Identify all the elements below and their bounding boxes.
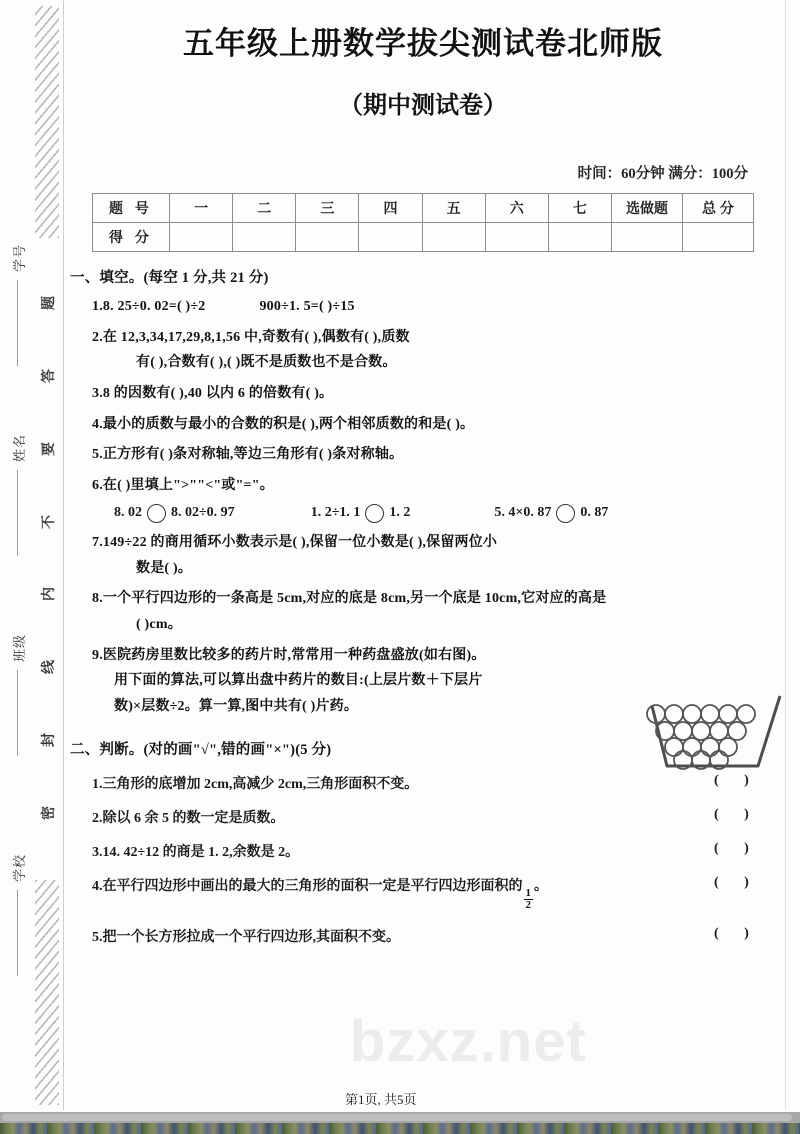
question-7-line2 (136, 558, 776, 580)
comparison-3 (494, 504, 608, 523)
page-subtitle: （期中测试卷） (339, 93, 507, 119)
fraction-numerator: 1 (525, 886, 531, 899)
info-label: 学号 (11, 243, 27, 273)
answer-bracket[interactable]: ( ) (714, 806, 760, 822)
question-9-line3 (114, 696, 632, 718)
col-header-3: 三 (296, 194, 359, 223)
question-number: 8. (92, 591, 103, 607)
sealed-line-text (35, 240, 61, 876)
tf-question-5 (92, 926, 776, 946)
score-cell[interactable] (548, 223, 611, 252)
col-header-4: 四 (359, 194, 422, 223)
page-title: 五年级上册数学拔尖测试卷北师版 (183, 26, 663, 61)
seal-char: 封 (40, 733, 56, 748)
comparison-2 (311, 504, 411, 523)
col-header-2: 二 (233, 194, 296, 223)
question-text-wrap (92, 841, 714, 861)
seal-char: 答 (40, 368, 56, 383)
write-line (17, 280, 18, 366)
score-cell[interactable] (422, 223, 485, 252)
question-text: 8 的因数有( ),40 以内 6 的倍数有( )。 (102, 386, 334, 402)
answer-bracket[interactable]: ( ) (714, 925, 760, 941)
pill-tray-figure (640, 690, 785, 782)
question-text-2: 900÷1. 5=( )÷15 (259, 299, 355, 314)
page-border-left (63, 0, 64, 1110)
question-text: 在( )里填上">""<"或"="。 (102, 478, 274, 494)
question-7 (92, 532, 776, 579)
question-number: 3. (92, 386, 103, 402)
question-text-wrap (92, 773, 714, 793)
col-header-7: 七 (548, 194, 611, 223)
question-text: 数)×层数÷2。算一算,图中共有( )片药。 (114, 698, 359, 714)
answer-bracket[interactable]: ( ) (714, 874, 760, 890)
question-number: 2. (92, 810, 103, 826)
info-label: 班级 (11, 633, 27, 663)
question-text-wrap (92, 875, 714, 912)
question-number: 4. (92, 878, 103, 894)
comparison-right: 0. 87 (580, 505, 609, 521)
pill-circles (647, 705, 755, 769)
sealed-line-band (35, 0, 61, 1110)
watermark: bzxz.net (350, 1009, 587, 1074)
answer-circle[interactable] (365, 504, 384, 523)
info-label: 姓名 (11, 433, 27, 463)
question-text: 8. 25÷0. 02=( )÷2 (102, 299, 206, 314)
question-6-comparisons (114, 504, 776, 523)
question-5 (92, 444, 776, 466)
score-cell[interactable] (359, 223, 422, 252)
hatch-pattern-top (35, 6, 59, 238)
section-heading: 一、填空。(每空 1 分,共 21 分) (70, 270, 269, 286)
score-cell[interactable] (296, 223, 359, 252)
question-number: 3. (92, 844, 103, 860)
answer-circle[interactable] (147, 504, 166, 523)
question-9 (92, 645, 632, 718)
answer-bracket[interactable]: ( ) (714, 772, 760, 788)
score-cell[interactable] (485, 223, 548, 252)
info-field-banji (0, 633, 34, 756)
exam-meta: 时间：60分钟 满分：100分 (577, 166, 748, 182)
comparison-left: 5. 4×0. 87 (494, 505, 552, 521)
question-text: 最小的质数与最小的合数的积是( ),两个相邻质数的和是( )。 (102, 416, 475, 432)
col-header-1: 一 (170, 194, 233, 223)
score-cell[interactable] (170, 223, 233, 252)
student-info-column (0, 0, 34, 1110)
score-cell[interactable] (612, 223, 683, 252)
answer-bracket[interactable]: ( ) (714, 840, 760, 856)
fraction-one-half (524, 888, 534, 912)
page-footer: 第1页, 共5页 (345, 1092, 417, 1107)
question-number: 5. (92, 447, 103, 463)
score-table (92, 193, 754, 252)
score-cell[interactable] (233, 223, 296, 252)
info-field-xuexiao (0, 853, 34, 976)
question-text-after: 。 (534, 878, 548, 894)
question-text-wrap (92, 926, 714, 946)
question-9-line2 (114, 670, 632, 692)
question-text: 一个平行四边形的一条高是 5cm,对应的底是 8cm,另一个底是 10cm,它对应的高是 (102, 591, 607, 607)
comparison-left: 8. 02 (114, 505, 142, 521)
info-field-xuehao (0, 243, 34, 366)
answer-circle[interactable] (556, 504, 575, 523)
col-header-total: 总 分 (683, 194, 754, 223)
question-6 (92, 475, 776, 497)
comparison-right: 1. 2 (389, 505, 411, 521)
question-text: 医院药房里数比较多的药片时,常常用一种药盘盛放(如右图)。 (102, 647, 486, 663)
page-border-right (785, 0, 786, 1110)
question-number: 1. (92, 776, 103, 792)
question-3 (92, 383, 776, 405)
question-number: 1. (92, 299, 103, 314)
seal-char: 要 (40, 441, 56, 456)
question-text: 149÷22 的商用循环小数表示是( ),保留一位小数是( ),保留两位小 (102, 534, 498, 550)
question-8 (92, 588, 776, 635)
seal-char: 题 (40, 295, 56, 310)
table-row (93, 223, 754, 252)
comparison-1 (114, 504, 235, 523)
tf-question-4 (92, 875, 776, 912)
question-text: ( )cm。 (136, 616, 182, 632)
pill-tray-svg (640, 690, 785, 782)
seal-char: 密 (40, 806, 56, 820)
exam-content (70, 0, 776, 1100)
question-text: 除以 6 余 5 的数一定是质数。 (102, 810, 285, 826)
hatch-pattern-bottom (35, 880, 59, 1105)
bottom-image-strip (0, 1123, 800, 1134)
col-header-6: 六 (485, 194, 548, 223)
write-line (17, 890, 18, 976)
question-text: 在 12,3,34,17,29,8,1,56 中,奇数有( ),偶数有( ),质数 (102, 329, 410, 345)
question-text: 在平行四边形中画出的最大的三角形的面积一定是平行四边形面积的 (102, 878, 523, 894)
question-8-line2 (136, 614, 776, 636)
question-text: 把一个长方形拉成一个平行四边形,其面积不变。 (102, 929, 400, 945)
seal-char: 内 (40, 587, 56, 602)
row-label-score: 得 分 (93, 223, 170, 252)
info-label: 学校 (11, 853, 27, 883)
question-text: 用下面的算法,可以算出盘中药片的数目:(上层片数＋下层片 (114, 673, 483, 689)
question-number: 2. (92, 329, 103, 345)
fraction-denominator: 2 (525, 899, 531, 912)
tf-question-2 (92, 807, 776, 827)
question-2 (92, 327, 776, 374)
row-label-question-no: 题 号 (93, 194, 170, 223)
question-number: 7. (92, 534, 103, 550)
seal-char: 不 (40, 514, 56, 529)
question-number: 4. (92, 416, 103, 432)
score-cell[interactable] (683, 223, 754, 252)
question-text: 三角形的底增加 2cm,高减少 2cm,三角形面积不变。 (102, 776, 419, 792)
section-heading: 二、判断。(对的画"√",错的画"×")(5 分) (70, 741, 332, 758)
info-field-xingming (0, 433, 34, 556)
question-number: 6. (92, 478, 103, 494)
question-text-wrap (92, 807, 714, 827)
tf-question-3 (92, 841, 776, 861)
question-text: 数是( )。 (136, 560, 193, 576)
table-row (93, 194, 754, 223)
section-fill-in-blanks (70, 266, 776, 718)
question-text: 14. 42÷12 的商是 1. 2,余数是 2。 (102, 844, 300, 860)
question-text: 有( ),合数有( ),( )既不是质数也不是合数。 (136, 355, 397, 371)
question-number: 9. (92, 647, 103, 663)
col-header-5: 五 (422, 194, 485, 223)
write-line (17, 470, 18, 556)
comparison-right: 8. 02÷0. 97 (171, 505, 235, 521)
comparison-left: 1. 2÷1. 1 (310, 505, 361, 521)
question-text: 正方形有( )条对称轴,等边三角形有( )条对称轴。 (102, 447, 404, 463)
horizontal-scrollbar[interactable] (0, 1112, 800, 1123)
question-2-line2 (136, 352, 776, 374)
question-4 (92, 414, 776, 436)
scrollbar-thumb[interactable] (2, 1114, 792, 1121)
col-header-optional: 选做题 (612, 194, 683, 223)
seal-char: 线 (40, 660, 56, 675)
question-number: 5. (92, 929, 103, 945)
write-line (17, 670, 18, 756)
question-1 (92, 296, 776, 318)
